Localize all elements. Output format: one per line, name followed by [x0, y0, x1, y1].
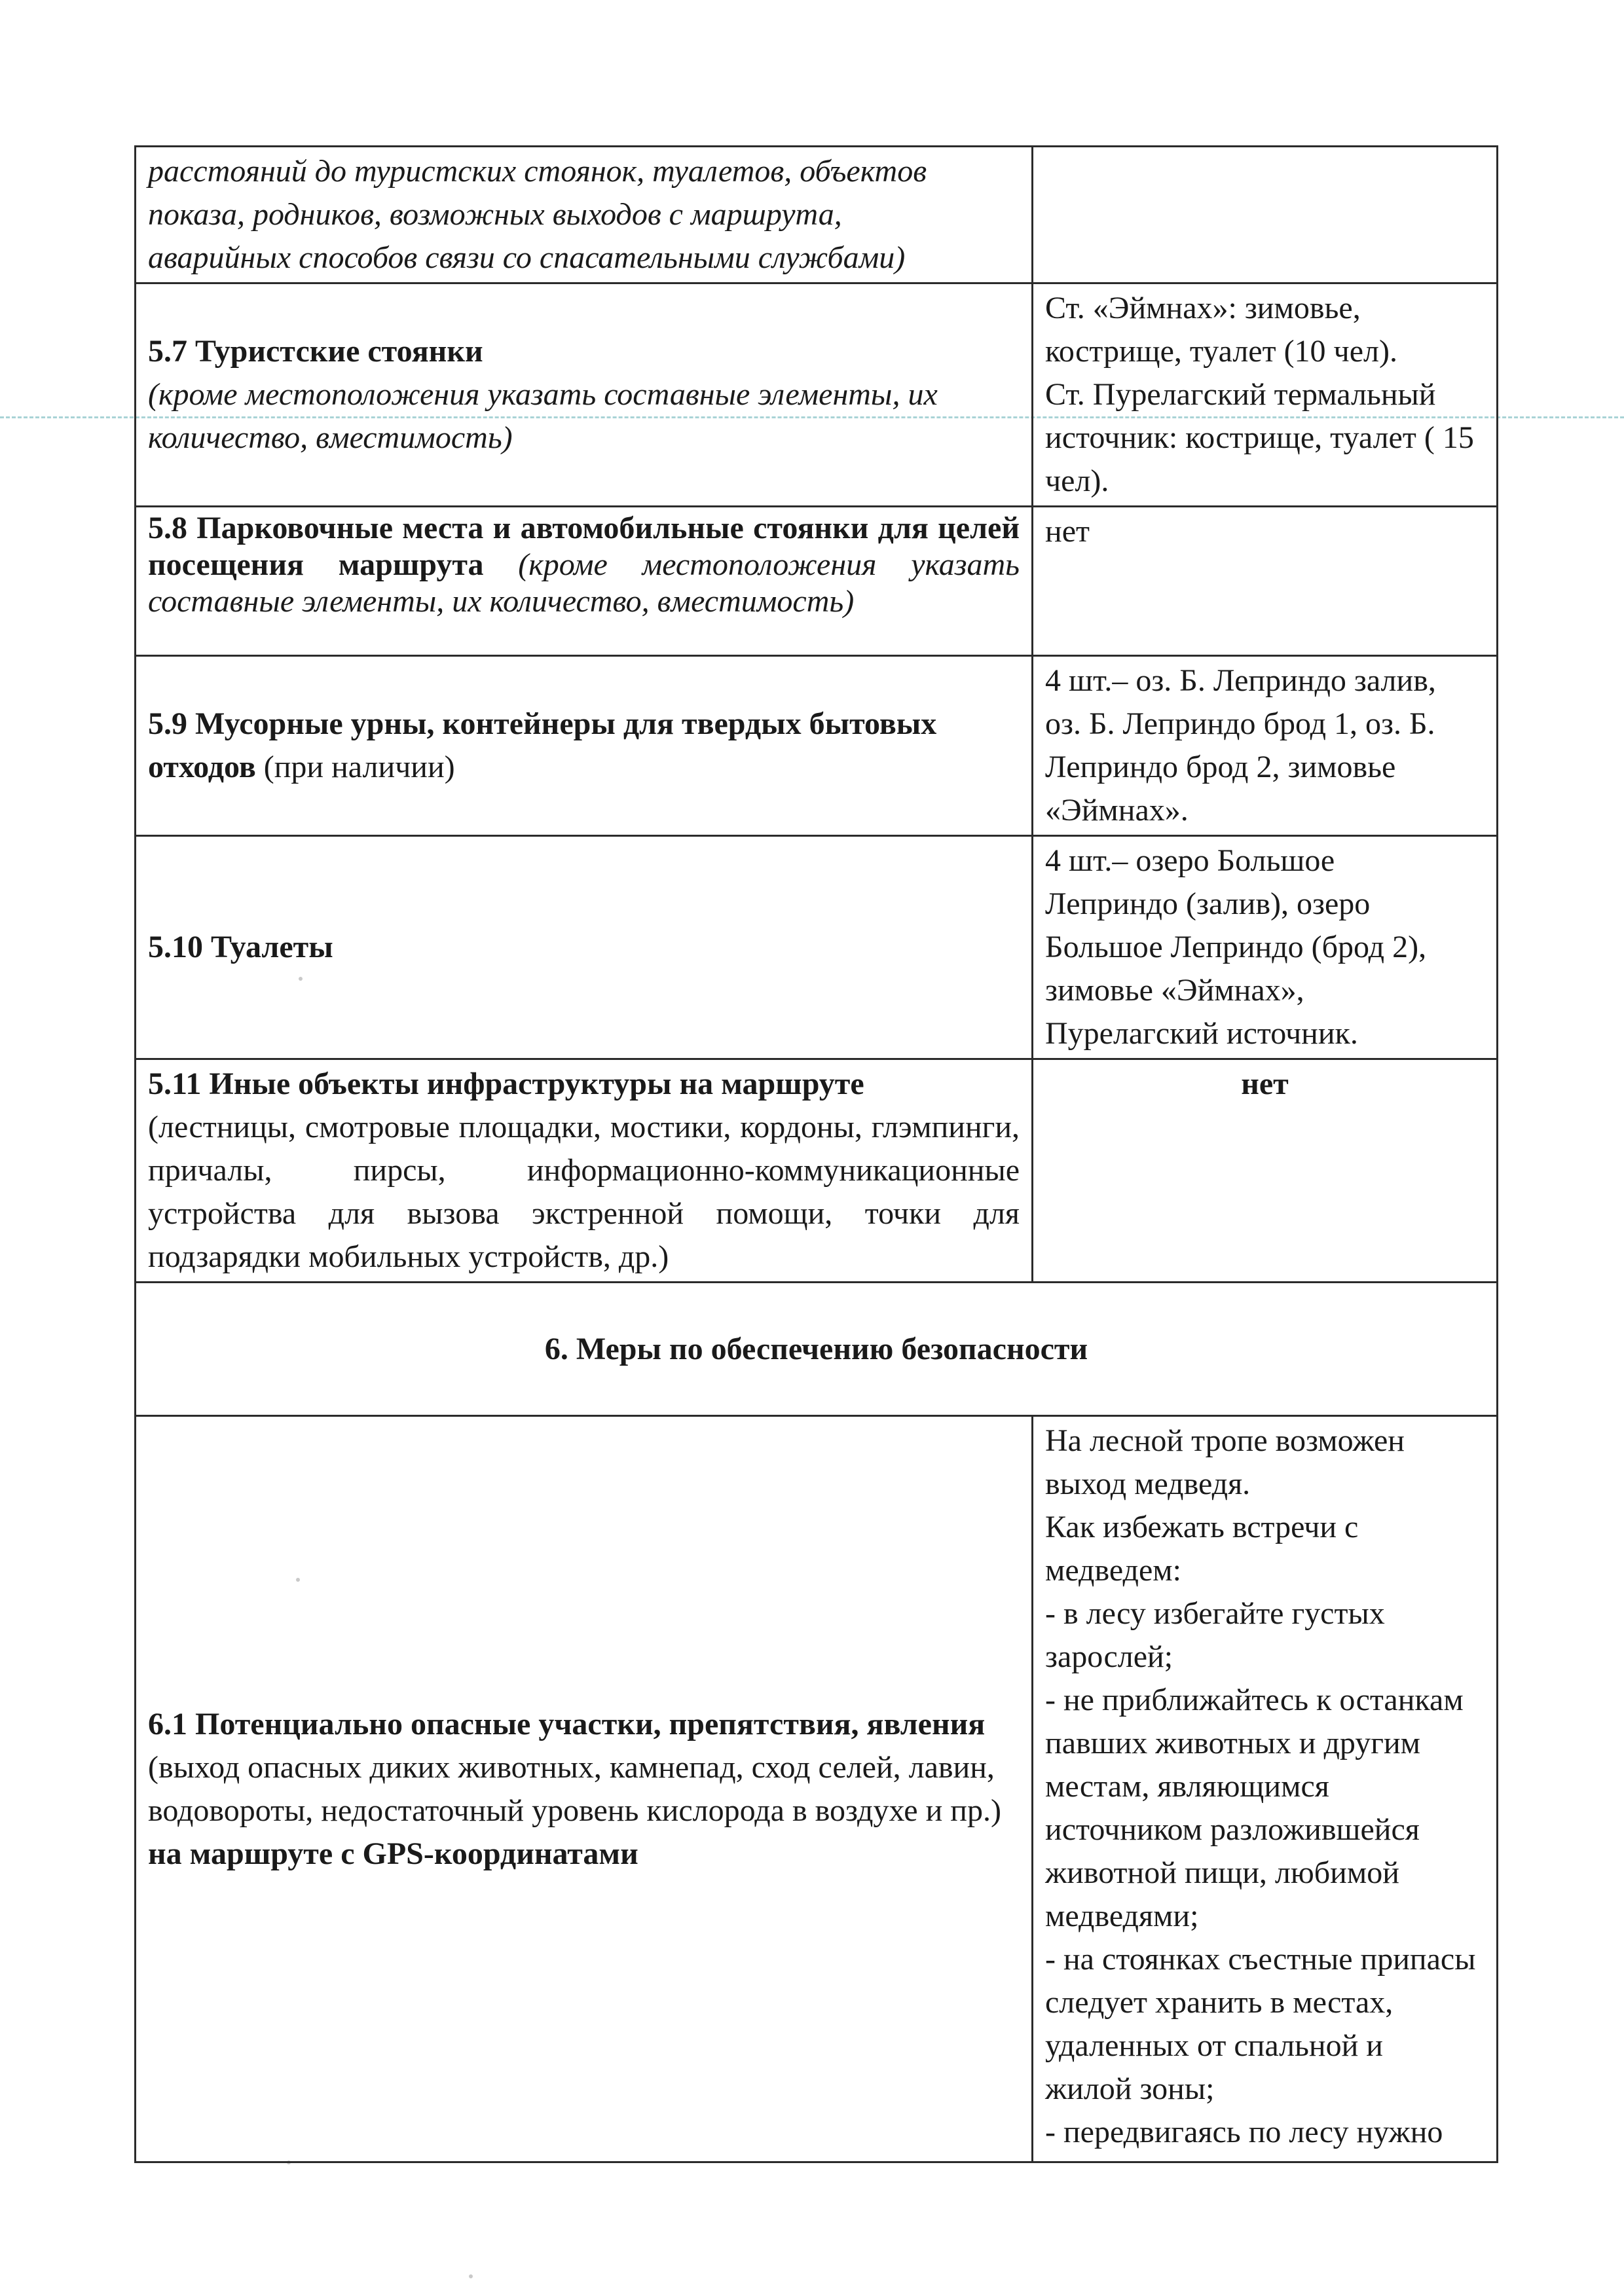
answer-line: источник: кострище, туалет ( 15 — [1045, 420, 1474, 455]
answer-line: Ст. Пурелагский термальный — [1045, 377, 1436, 412]
row-cell-right — [1033, 656, 1498, 836]
row-cell-left — [136, 836, 1033, 1059]
item-title: 6.1 Потенциально опасные участки, препятствия, явления — [148, 1706, 986, 1741]
row-cell-left — [136, 147, 1033, 283]
section-title: 6. Меры по обеспечению безопасности — [544, 1331, 1088, 1366]
answer-line: медведем: — [1045, 1553, 1181, 1588]
item-title: 5.7 Туристские стоянки — [148, 334, 483, 369]
table-row-5-8 — [136, 507, 1498, 656]
table-row-6-1 — [136, 1416, 1498, 2162]
answer-line: источником разложившейся — [1045, 1812, 1420, 1847]
answer-line: Пурелагский источник. — [1045, 1016, 1358, 1051]
answer-line: оз. Б. Леприндо брод 1, оз. Б. — [1045, 706, 1435, 741]
section-row-6 — [136, 1283, 1498, 1416]
answer-line: животной пищи, любимой — [1045, 1855, 1399, 1890]
row-cell-left — [136, 1416, 1033, 2162]
answer-line: местам, являющимся — [1045, 1769, 1329, 1804]
answer-line: удаленных от спальной и — [1045, 2028, 1383, 2063]
answer-line: чел). — [1045, 464, 1109, 498]
answer-line: выход медведя. — [1045, 1467, 1251, 1501]
item-title: 5.9 Мусорные урны, контейнеры для твердых бытовых отходов — [148, 706, 937, 784]
text-line: аварийных способов связи со спасательными службами) — [148, 240, 906, 275]
answer-text: нет — [1241, 1066, 1289, 1101]
item-title: 5.11 Иные объекты инфраструктуры на маршруте — [148, 1066, 864, 1101]
answer-line: 4 шт.– озеро Большое — [1045, 843, 1335, 878]
table-row-5-9 — [136, 656, 1498, 836]
row-cell-right — [1033, 836, 1498, 1059]
answer-line: Ст. «Эймнах»: зимовье, — [1045, 291, 1361, 325]
item-title-end: на маршруте с GPS-координатами — [148, 1836, 638, 1871]
answer-text: нет — [1045, 514, 1090, 549]
table-row — [136, 147, 1498, 283]
scan-speck — [469, 2274, 473, 2278]
item-note: (лестницы, смотровые площадки, мостики, кордоны, глэмпинги, причалы, пирсы, информационно-коммуникационные устройства для вызова экстренной помощи, точки для подзарядки мобильных устройств, др.) — [148, 1110, 1020, 1274]
item-note: (выход опасных диких животных, камнепад, сход селей, лавин, водовороты, недостаточный уровень кислорода в воздухе и пр.) — [148, 1749, 1001, 1828]
row-cell-right — [1033, 283, 1498, 507]
answer-line: Как избежать встречи с — [1045, 1510, 1359, 1544]
row-cell-right — [1033, 507, 1498, 656]
answer-line: павших животных и другим — [1045, 1726, 1420, 1760]
row-cell-left — [136, 507, 1033, 656]
answer-line: - на стоянках съестные припасы — [1045, 1942, 1476, 1977]
answer-line: кострище, туалет (10 чел). — [1045, 334, 1397, 369]
answer-line: - не приближайтесь к останкам — [1045, 1683, 1464, 1717]
row-cell-left — [136, 1059, 1033, 1283]
text-line: показа, родников, возможных выходов с маршрута, — [148, 197, 842, 232]
answer-line: - передвигаясь по лесу нужно — [1045, 2115, 1443, 2149]
row-cell-left — [136, 283, 1033, 507]
answer-line: Леприндо брод 2, зимовье — [1045, 750, 1396, 784]
answer-line: жилой зоны; — [1045, 2071, 1215, 2106]
answer-line: зарослей; — [1045, 1639, 1173, 1674]
item-note-line: количество, вместимость) — [148, 420, 513, 455]
answer-line: Большое Леприндо (брод 2), — [1045, 930, 1427, 964]
answer-line: На лесной тропе возможен — [1045, 1423, 1405, 1458]
item-note: (при наличии) — [263, 750, 455, 784]
answer-line: «Эймнах». — [1045, 793, 1189, 828]
table-row-5-7 — [136, 283, 1498, 507]
section-heading — [136, 1283, 1498, 1416]
answer-line: медведями; — [1045, 1899, 1199, 1933]
item-note: (кроме местоположения указать составные элементы, их количество, вместимость) — [148, 547, 1020, 619]
answer-line: зимовье «Эймнах», — [1045, 973, 1304, 1008]
answer-line: Леприндо (залив), озеро — [1045, 886, 1371, 921]
item-note-line: (кроме местоположения указать составные элементы, их — [148, 377, 938, 412]
row-cell-right — [1033, 1416, 1498, 2162]
item-title: 5.10 Туалеты — [148, 930, 333, 964]
table-row-5-10 — [136, 836, 1498, 1059]
answer-line: 4 шт.– оз. Б. Леприндо залив, — [1045, 663, 1436, 698]
answer-line: - в лесу избегайте густых — [1045, 1596, 1385, 1631]
row-cell-right — [1033, 1059, 1498, 1283]
document-table — [134, 145, 1498, 2163]
item-title: 5.8 Парковочные места и автомобильные стоянки для целей посещения маршрута — [148, 511, 1020, 582]
answer-line: следует хранить в местах, — [1045, 1985, 1393, 2020]
row-cell-left — [136, 656, 1033, 836]
row-cell-right — [1033, 147, 1498, 283]
table-row-5-11 — [136, 1059, 1498, 1283]
text-line: расстояний до туристских стоянок, туалетов, объектов — [148, 154, 927, 189]
